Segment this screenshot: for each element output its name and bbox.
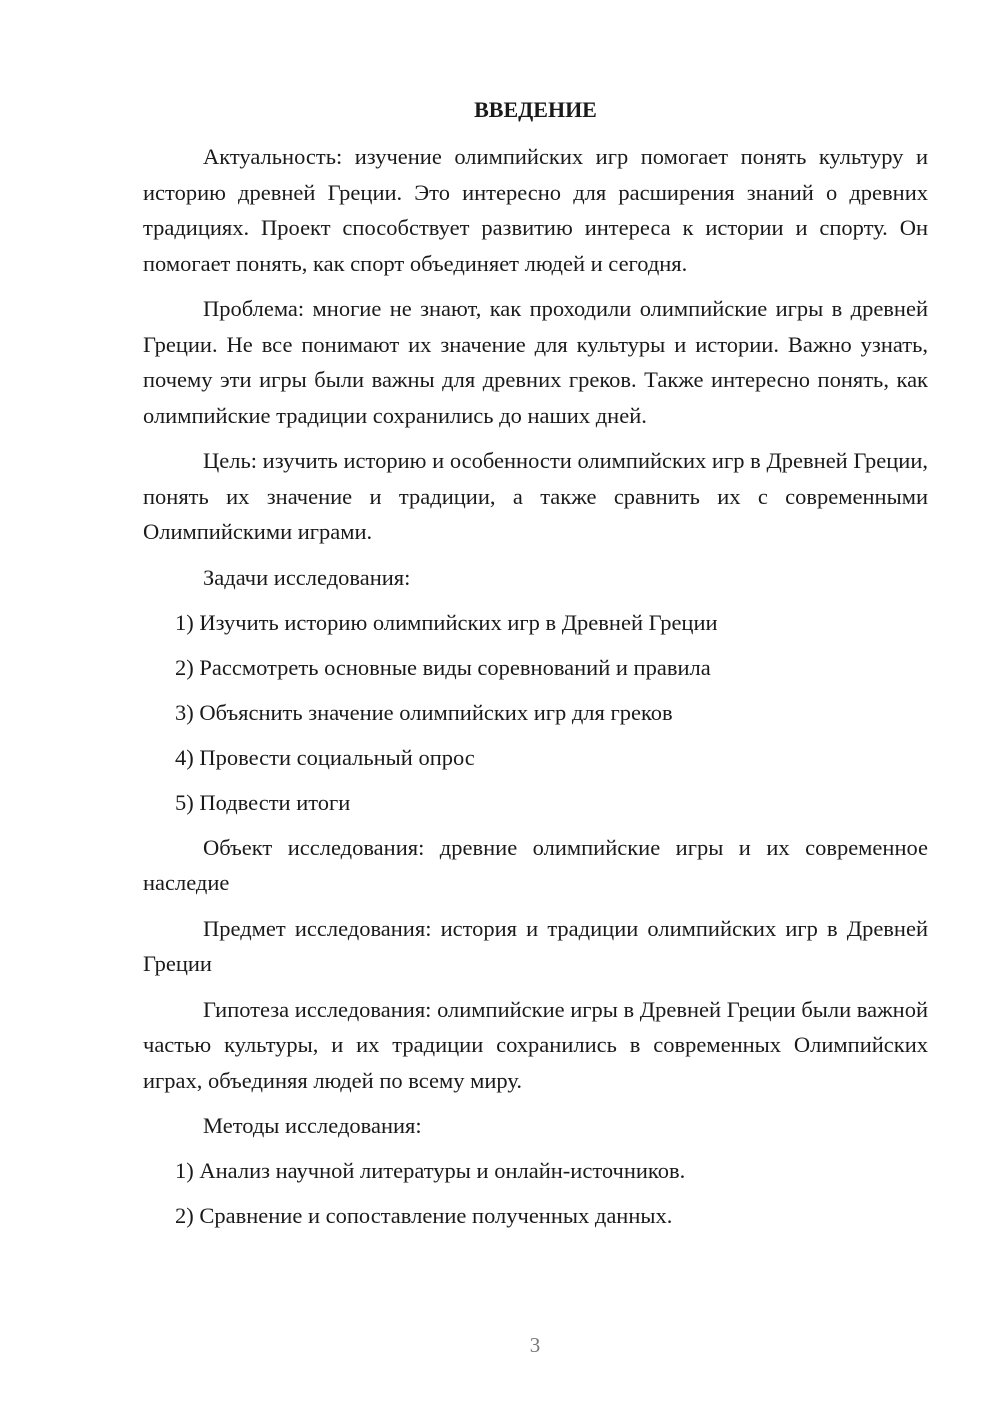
relevance-paragraph: Актуальность: изучение олимпийских игр помогает понять культуру и историю древней Греции. Это интересно для расширения знаний о древних традициях. Проект способствует развитию интереса к истории и спорту. Он помогает понять, как спорт объединяет людей и сегодня. [143,144,928,276]
document-page [143,92,928,1243]
methods-list [143,1153,928,1233]
list-item: 2) Сравнение и сопоставление полученных данных. [175,1203,673,1228]
tasks-label: Задачи исследования: [203,564,411,590]
object-paragraph: Объект исследования: древние олимпийские игры и их современное наследие [143,834,928,895]
list-item: 5) Подвести итоги [175,789,351,815]
page-title: ВВЕДЕНИЕ [474,97,597,122]
methods-label: Методы исследования: [203,1113,422,1138]
problem-paragraph: Проблема: многие не знают, как проходили олимпийские игры в древней Греции. Не все понимают их значение для культуры и истории. Важно узнать, почему эти игры были важны для древних греков. Также интересно понять, как олимпийские традиции сохранились до наших дней. [143,296,928,428]
page-number: 3 [529,1333,541,1357]
subject-paragraph: Предмет исследования: история и традиции олимпийских игр в Древней Греции [143,915,928,976]
goal-paragraph: Цель: изучить историю и особенности олимпийских игр в Древней Греции, понять их значение и традиции, а также сравнить их с современными Олимпийскими играми. [143,448,928,544]
list-item: 3) Объяснить значение олимпийских игр для греков [175,699,673,725]
list-item: 4) Провести социальный опрос [175,744,475,770]
list-item: 2) Рассмотреть основные виды соревнований и правила [175,654,711,680]
list-item: 1) Изучить историю олимпийских игр в Древней Греции [175,609,718,635]
hypothesis-paragraph: Гипотеза исследования: олимпийские игры в Древней Греции были важной частью культуры, и их традиции сохранились в современных Олимпийских играх, объединяя людей по всему миру. [143,996,928,1093]
tasks-list [143,605,928,820]
list-item: 1) Анализ научной литературы и онлайн-источников. [175,1158,686,1183]
